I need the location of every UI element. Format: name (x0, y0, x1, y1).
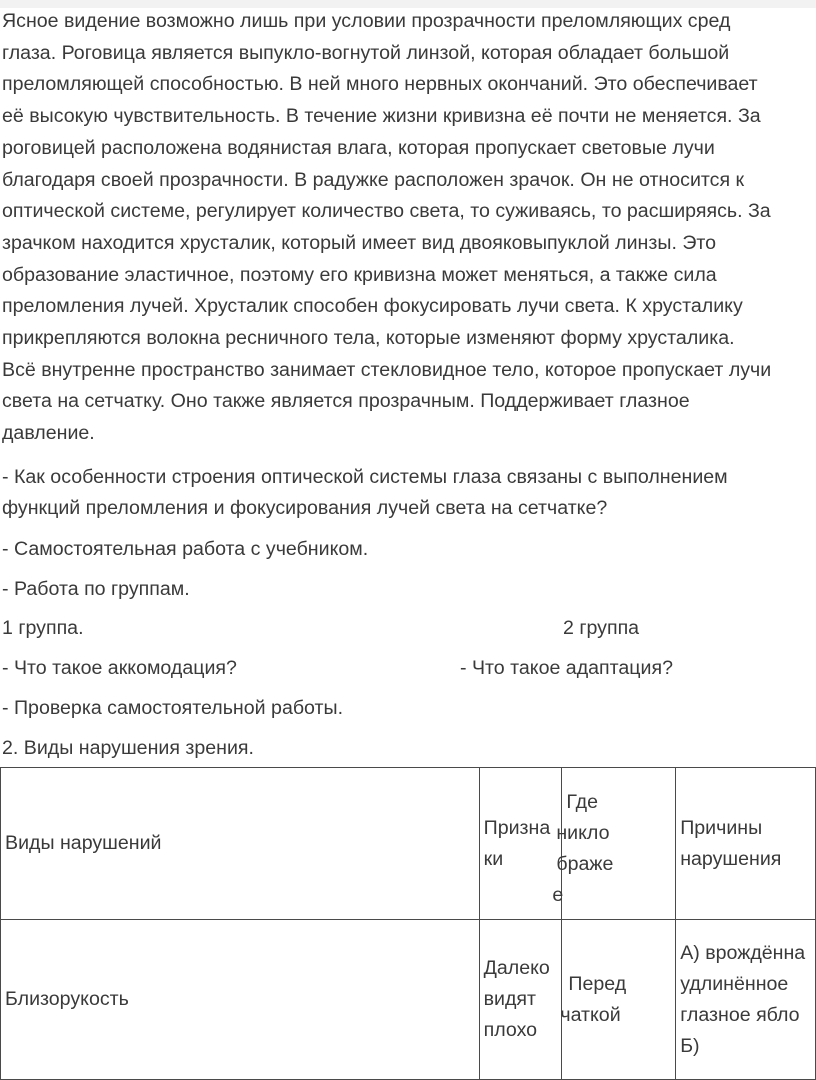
paragraph-line: Всё внутренне пространство занимает стекловидное тело, которое пропускает лучи (2, 358, 772, 381)
paragraph-line: благодаря своей прозрачности. В радужке расположен зрачок. Он не относится к (2, 168, 745, 191)
header-cell-signs: Призна ки (479, 768, 562, 920)
group-work-line: - Работа по группам. (2, 578, 190, 600)
row-cell-image-location: Перед чаткой (562, 920, 676, 1080)
group2-question: - Что такое адаптация? (460, 657, 673, 679)
question-line: функций преломления и фокусирования лучей света на сетчатке? (2, 497, 608, 519)
paragraph-line: света на сетчатку. Оно также является прозрачным. Поддерживает глазное (2, 390, 690, 413)
paragraph-line: преломляющей способностью. В ней много нервных окончаний. Это обеспечивает (2, 73, 758, 96)
row-cell-signs: Далеко видят плохо (479, 920, 562, 1080)
paragraph-line: роговицей расположена водянистая влага, которая пропускает световые лучи (2, 136, 715, 159)
paragraph-line: давление. (2, 422, 95, 445)
section-title: 2. Виды нарушения зрения. (2, 737, 254, 759)
row-cell-type: Близорукость (1, 920, 480, 1080)
header-cell-causes: Причины нарушения (676, 768, 816, 920)
paragraph-line: глаза. Роговица является выпукло-вогнутой линзой, которая обладает большой (2, 41, 730, 64)
paragraph-line: образование эластичное, поэтому его кривизна может меняться, а также сила (2, 263, 717, 286)
paragraph-line: прикрепляются волокна ресничного тела, которые изменяют форму хрусталика. (2, 327, 735, 350)
check-line: - Проверка самостоятельной работы. (2, 697, 344, 719)
self-work-line: - Самостоятельная работа с учебником. (2, 538, 369, 560)
group1-question: - Что такое аккомодация? (2, 657, 237, 679)
body-paragraph (2, 6, 814, 450)
paragraph-line: преломления лучей. Хрусталик способен фокусировать лучи света. К хрусталику (2, 295, 743, 318)
header-cell-image-location: Где никло браже е (562, 768, 676, 920)
vision-disorders-table (0, 767, 816, 1080)
paragraph-line: её высокую чувствительность. В течение жизни кривизна её почти не меняется. За (2, 105, 761, 128)
table-row (1, 920, 816, 1080)
row-cell-causes: А) врождённа удлинённое глазное ябло Б) (676, 920, 816, 1080)
group2-label: 2 группа (563, 617, 640, 639)
question-line: - Как особенности строения оптической системы глаза связаны с выполнением (2, 466, 728, 488)
paragraph-line: Ясное видение возможно лишь при условии прозрачности преломляющих сред (2, 10, 731, 32)
paragraph-line: оптической системе, регулирует количество света, то суживаясь, то расширяясь. За (2, 200, 771, 223)
group1-label: 1 группа. (2, 617, 84, 639)
table-header-row (1, 768, 816, 920)
paragraph-line: зрачком находится хрусталик, который имеет вид двояковыпуклой линзы. Это (2, 231, 717, 254)
header-cell-types: Виды нарушений (1, 768, 480, 920)
